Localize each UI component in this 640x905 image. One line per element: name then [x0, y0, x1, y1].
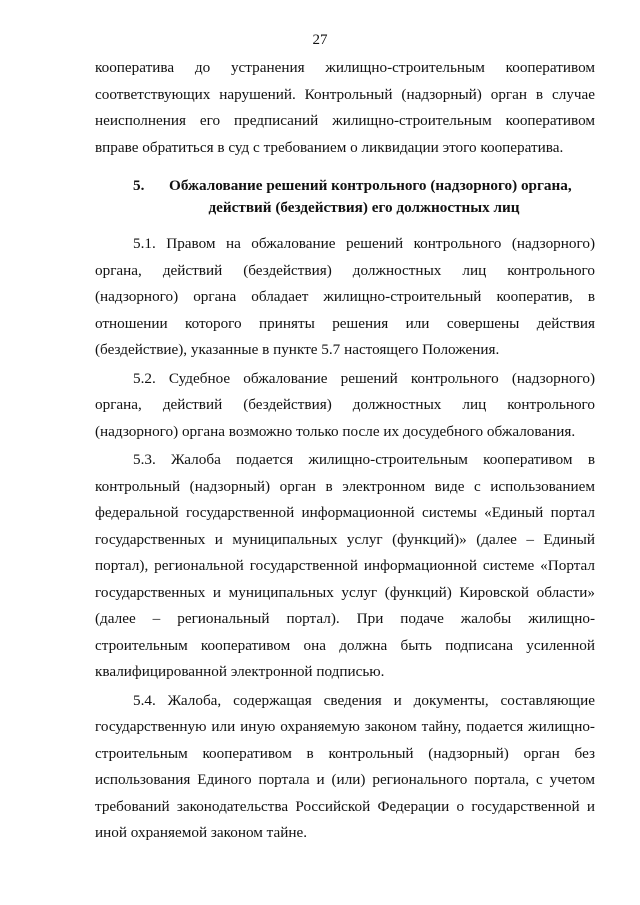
paragraph-5-3: 5.3. Жалоба подается жилищно-строительным кооперативом в контрольный (надзорный) орган в электронном виде с использованием федеральной государственной информационной системы «Единый портал государственных и муниципальных услуг (функций)» (далее – Единый портал), региональной государственной информационной системе «Портал государственных и муниципальных услуг (функций) Кировской области» (далее – региональный портал). При подаче жалобы жилищно-строительным кооперативом она должна быть подписана усиленной квалифицированной электронной подписью. [95, 451, 595, 680]
section-title-line2: действий (бездействия) его должностных лиц [208, 199, 520, 216]
page-number: 27 [312, 32, 328, 48]
paragraph-5-2: 5.2. Судебное обжалование решений контрольного (надзорного) органа, действий (бездействия) должностных лиц контрольного (надзорного) органа возможно только после их досудебного обжалования. [95, 369, 595, 440]
document-body [95, 55, 595, 849]
section-heading [95, 175, 595, 219]
intro-paragraph: кооператива до устранения жилищно-строительным кооперативом соответствующих нарушений. Контрольный (надзорный) орган в случае неисполнения его предписаний жилищно-строительным кооперативом вправе обратиться в суд с требованием о ликвидации этого кооператива. [95, 59, 595, 156]
section-number: 5. [133, 177, 145, 194]
paragraph-5-4: 5.4. Жалоба, содержащая сведения и документы, составляющие государственную или иную охраняемую законом тайну, подается жилищно-строительным кооперативом в контрольный (надзорный) орган без использования Единого портала и (или) регионального портала, с учетом требований законодательства Российской Федерации о государственной и иной охраняемой законом тайне. [95, 691, 595, 841]
paragraph-5-1: 5.1. Правом на обжалование решений контрольного (надзорного) органа, действий (бездействия) должностных лиц контрольного (надзорного) органа обладает жилищно-строительный кооператив, в отношении которого приняты решения или совершены действия (бездействие), указанные в пункте 5.7 настоящего Положения. [95, 235, 595, 358]
section-title-line1: Обжалование решений контрольного (надзорного) органа, [169, 177, 572, 194]
